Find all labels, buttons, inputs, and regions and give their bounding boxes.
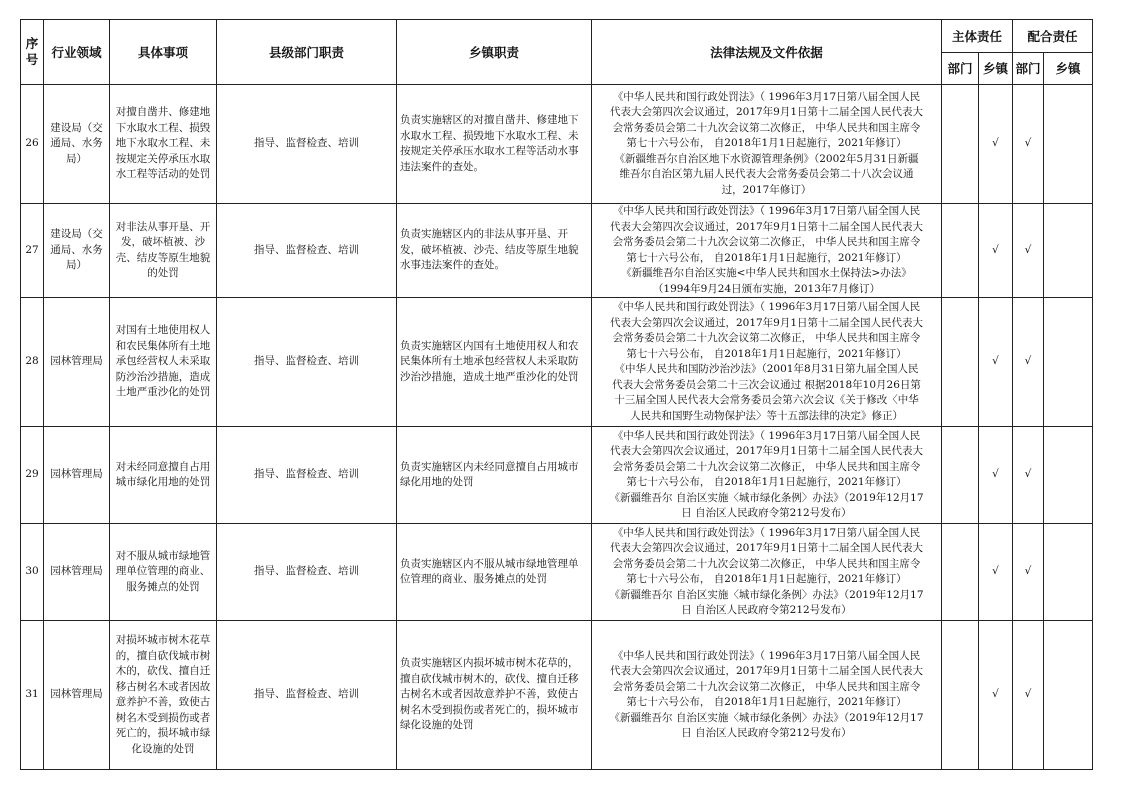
law-line: 《中华人民共和国行政处罚法》（ 1996年3月17日第八届全国人民	[612, 649, 921, 662]
law-line: （1994年9月24日颁布实施，2013年7月修订）	[652, 282, 881, 295]
row-industry: 建设局（交通局、水务局）	[44, 204, 110, 298]
row-county-duty: 指导、监督检查、培训	[217, 621, 397, 770]
row-township-duty: 负责实施辖区内的非法从事开垦、开发，破坏植被、沙壳、结皮等原生地貌水事违法案件的查处。	[397, 204, 592, 298]
row-coop-dept: √	[1013, 621, 1044, 770]
row-number: 31	[21, 621, 44, 770]
row-main-town: √	[979, 298, 1013, 427]
header-coop-responsibility: 配合责任	[1013, 20, 1093, 53]
row-township-duty: 负责实施辖区内损坏城市树木花草的，擅自砍伐城市树木的，砍伐、擅自迁移古树名木或者因故意养护不善，致使古树名木受到损伤或者死亡的，损坏城市绿化设施的处罚	[397, 621, 592, 770]
row-county-duty: 指导、监督检查、培训	[217, 524, 397, 621]
header-industry: 行业领域	[44, 20, 110, 85]
row-main-town: √	[979, 427, 1013, 524]
row-number: 30	[21, 524, 44, 621]
table-row	[21, 427, 1093, 524]
row-coop-town	[1044, 298, 1093, 427]
law-line: 《中华人民共和国防沙治沙法》（2001年8月31日第九届全国人民	[614, 363, 919, 375]
row-number: 26	[21, 85, 44, 204]
law-line: 第七十六号公布， 自2018年1月1日起施行，2021年修订）	[626, 476, 907, 488]
row-industry: 园林管理局	[44, 524, 110, 621]
law-line: 代表大会第四次会议通过，2017年9月1日第十二届全国人民代表大	[609, 445, 924, 457]
law-line: 《新疆维吾尔 自治区实施〈城市绿化条例〉办法》（2019年12月17	[609, 711, 924, 724]
law-line: 第七十六号公布， 自2018年1月1日起施行，2021年修订）	[626, 573, 907, 585]
law-line: 《中华人民共和国行政处罚法》（ 1996年3月17日第八届全国人民	[612, 429, 921, 442]
row-industry: 园林管理局	[44, 298, 110, 427]
row-industry: 园林管理局	[44, 621, 110, 770]
header-main-responsibility: 主体责任	[942, 20, 1013, 53]
table-row	[21, 204, 1093, 298]
header-coop-dept: 部门	[1013, 53, 1044, 85]
row-main-town: √	[979, 204, 1013, 298]
row-main-town: √	[979, 621, 1013, 770]
law-line: 维吾尔自治区第九届人民代表大会常务委员会第二十八次会议通	[619, 168, 914, 181]
header-seq: 序号	[21, 20, 44, 85]
row-item: 对不服从城市绿地管理单位管理的商业、服务摊点的处罚	[110, 524, 217, 621]
row-main-town: √	[979, 524, 1013, 621]
row-item: 对损坏城市树木花草的，擅自砍伐城市树木的，砍伐、擅自迁移古树名木或者因故意养护不善，致使古树名木受到损伤或者死亡的，损坏城市绿化设施的处罚	[110, 621, 217, 770]
header-coop-town: 乡镇	[1044, 53, 1093, 85]
row-item: 对未经同意擅自占用城市绿化用地的处罚	[110, 427, 217, 524]
law-line: 会常务委员会第二十九次会议第二次修正， 中华人民共和国主席令	[612, 236, 921, 248]
table-row	[21, 85, 1093, 204]
table-row	[21, 524, 1093, 621]
law-line: 第七十六号公布， 自2018年1月1日起施行，2021年修订）	[626, 696, 907, 708]
row-item: 对擅自凿井、修建地下水取水工程、损毁地下水取水工程、未按规定关停承压水取水工程等活动的处罚	[110, 85, 217, 204]
law-line: 代表大会第四次会议通过，2017年9月1日第十二届全国人民代表大	[609, 665, 924, 677]
row-main-dept	[942, 298, 979, 427]
header-main-town: 乡镇	[979, 53, 1013, 85]
law-line: 会常务委员会第二十九次会议第二次修正， 中华人民共和国主席令	[612, 557, 921, 570]
row-item: 对国有土地使用权人和农民集体所有土地承包经营权人未采取防沙治沙措施，造成土地严重沙化的处罚	[110, 298, 217, 427]
row-main-dept	[942, 621, 979, 770]
law-line: 代表大会第四次会议通过，2017年9月1日第十二届全国人民代表大	[609, 220, 924, 233]
row-coop-town	[1044, 427, 1093, 524]
header-law: 法律法规及文件依据	[592, 20, 942, 85]
law-line: 日 自治区人民政府令第212号发布）	[681, 604, 852, 616]
row-number: 28	[21, 298, 44, 427]
row-law-basis	[592, 85, 942, 204]
law-line: 人民共和国野生动物保护法〉等十五部法律的决定》修正）	[630, 409, 903, 422]
row-law-basis	[592, 621, 942, 770]
law-line: 第七十六号公布， 自2018年1月1日起施行，2021年修订）	[626, 251, 907, 264]
header-item: 具体事项	[110, 20, 217, 85]
law-line: 会常务委员会第二十九次会议第二次修正， 中华人民共和国主席令	[612, 460, 921, 473]
law-line: 代表大会常务委员会第二十三次会议通过 根据2018年10月26日第	[612, 378, 921, 391]
law-line: 《新疆维吾尔自治区地下水资源管理条例》（2002年5月31日新疆	[614, 152, 919, 165]
row-main-dept	[942, 427, 979, 524]
law-line: 会常务委员会第二十九次会议第二次修正， 中华人民共和国主席令	[612, 332, 921, 344]
table-row	[21, 298, 1093, 427]
law-line: 《中华人民共和国行政处罚法》（ 1996年3月17日第八届全国人民	[612, 526, 921, 539]
row-township-duty: 负责实施辖区内未经同意擅自占用城市绿化用地的处罚	[397, 427, 592, 524]
row-coop-town	[1044, 621, 1093, 770]
law-line: 过，2017年修订）	[721, 183, 812, 196]
row-coop-dept: √	[1013, 298, 1044, 427]
row-coop-town	[1044, 204, 1093, 298]
header-township: 乡镇职责	[397, 20, 592, 85]
row-county-duty: 指导、监督检查、培训	[217, 298, 397, 427]
row-township-duty: 负责实施辖区的对擅自凿井、修建地下水取水工程、损毁地下水取水工程、未按规定关停承压水取水工程等活动水事违法案件的查处。	[397, 85, 592, 204]
row-coop-dept: √	[1013, 204, 1044, 298]
row-number: 29	[21, 427, 44, 524]
law-line: 会常务委员会第二十九次会议第二次修正， 中华人民共和国主席令	[612, 680, 921, 693]
law-line: 代表大会第四次会议通过，2017年9月1日第十二届全国人民代表大	[609, 542, 924, 554]
law-line: 代表大会第四次会议通过，2017年9月1日第十二届全国人民代表大	[609, 106, 924, 119]
law-line: 《新疆维吾尔自治区实施<中华人民共和国水土保持法>办法》	[621, 267, 912, 279]
row-law-basis	[592, 524, 942, 621]
row-coop-town	[1044, 524, 1093, 621]
row-law-basis	[592, 204, 942, 298]
row-main-dept	[942, 524, 979, 621]
law-line: 《中华人民共和国行政处罚法》（ 1996年3月17日第八届全国人民	[612, 301, 921, 313]
law-line: 《新疆维吾尔 自治区实施〈城市绿化条例〉办法》（2019年12月17	[609, 491, 924, 504]
table-row	[21, 621, 1093, 770]
law-line: 第七十六号公布， 自2018年1月1日起施行，2021年修订）	[626, 347, 907, 360]
header-county: 县级部门职责	[217, 20, 397, 85]
law-line: 日 自治区人民政府令第212号发布）	[681, 727, 852, 739]
row-coop-town	[1044, 85, 1093, 204]
row-industry: 建设局（交通局、水务局）	[44, 85, 110, 204]
law-line: 《中华人民共和国行政处罚法》（ 1996年3月17日第八届全国人民	[612, 205, 921, 217]
responsibility-table	[20, 19, 1093, 770]
law-line: 《新疆维吾尔 自治区实施〈城市绿化条例〉办法》（2019年12月17	[609, 588, 924, 601]
row-main-dept	[942, 85, 979, 204]
row-coop-dept: √	[1013, 85, 1044, 204]
row-county-duty: 指导、监督检查、培训	[217, 85, 397, 204]
law-line: 日 自治区人民政府令第212号发布）	[681, 507, 852, 519]
table-body	[21, 85, 1093, 770]
row-township-duty: 负责实施辖区内不服从城市绿地管理单位管理的商业、服务摊点的处罚	[397, 524, 592, 621]
row-law-basis	[592, 427, 942, 524]
row-item: 对非法从事开垦、开发，破坏植被、沙壳、结皮等原生地貌的处罚	[110, 204, 217, 298]
row-coop-dept: √	[1013, 427, 1044, 524]
row-industry: 园林管理局	[44, 427, 110, 524]
row-law-basis	[592, 298, 942, 427]
row-county-duty: 指导、监督检查、培训	[217, 427, 397, 524]
row-township-duty: 负责实施辖区内国有土地使用权人和农民集体所有土地承包经营权人未采取防沙治沙措施，造成土地严重沙化的处罚	[397, 298, 592, 427]
row-number: 27	[21, 204, 44, 298]
law-line: 代表大会第四次会议通过，2017年9月1日第十二届全国人民代表大	[609, 316, 924, 329]
row-main-dept	[942, 204, 979, 298]
row-main-town: √	[979, 85, 1013, 204]
law-line: 第七十六号公布， 自2018年1月1日起施行，2021年修订）	[626, 137, 907, 150]
law-line: 《中华人民共和国行政处罚法》（ 1996年3月17日第八届全国人民	[612, 90, 921, 103]
law-line: 会常务委员会第二十九次会议第二次修正， 中华人民共和国主席令	[612, 121, 921, 134]
row-coop-dept: √	[1013, 524, 1044, 621]
header-main-dept: 部门	[942, 53, 979, 85]
row-county-duty: 指导、监督检查、培训	[217, 204, 397, 298]
law-line: 十三届全国人民代表大会常务委员会第六次会议《关于修改〈中华	[614, 394, 919, 406]
